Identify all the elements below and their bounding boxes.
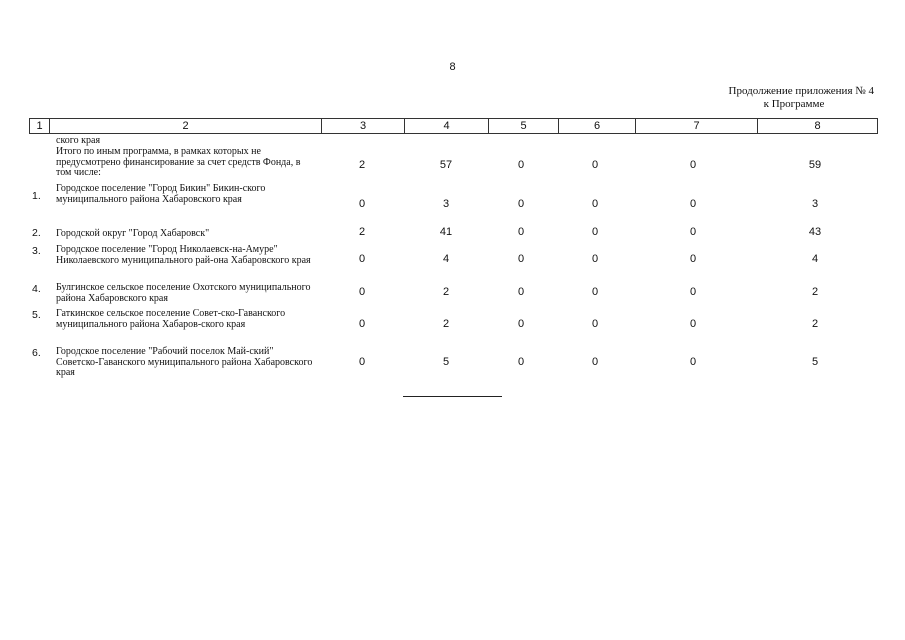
row-col-3: 0 bbox=[358, 198, 366, 210]
appendix-heading bbox=[674, 85, 874, 111]
row-col-4: 4 bbox=[442, 253, 450, 265]
row-col-7: 0 bbox=[689, 356, 697, 368]
row-col-5: 0 bbox=[517, 198, 525, 210]
row-col-5: 0 bbox=[517, 318, 525, 330]
row-col-6: 0 bbox=[591, 253, 599, 265]
row-col-3: 0 bbox=[358, 318, 366, 330]
row-name: Городское поселение "Город Николаевск-на-Амуре" Николаевского муниципального рай-она Хабаровского края bbox=[56, 244, 311, 266]
total-col-8: 59 bbox=[808, 159, 822, 171]
row-number: 5. bbox=[32, 309, 41, 321]
row-col-3: 2 bbox=[358, 226, 366, 238]
row-col-8: 5 bbox=[811, 356, 819, 368]
total-label: Итого по иным программа, в рамках которых не предусмотрено финансирование за счет средств Фонда, в том числе: bbox=[56, 146, 301, 178]
header-col-6: 6 bbox=[559, 119, 636, 134]
row-col-8: 3 bbox=[811, 198, 819, 210]
column-number-header bbox=[29, 118, 878, 134]
total-col-4: 57 bbox=[439, 159, 453, 171]
row-name: Городское поселение "Рабочий поселок Май-ский" Советско-Гаванского муниципального района Хабаровского края bbox=[56, 346, 313, 378]
row-col-6: 0 bbox=[591, 226, 599, 238]
row-col-7: 0 bbox=[689, 226, 697, 238]
header-col-5: 5 bbox=[489, 119, 559, 134]
end-divider bbox=[403, 396, 502, 397]
header-col-7: 7 bbox=[636, 119, 758, 134]
row-col-8: 4 bbox=[811, 253, 819, 265]
total-col-6: 0 bbox=[591, 159, 599, 171]
header-col-1: 1 bbox=[30, 119, 50, 134]
row-col-3: 0 bbox=[358, 286, 366, 298]
appendix-line-2: к Программе bbox=[763, 98, 825, 110]
row-col-7: 0 bbox=[689, 286, 697, 298]
row-name: Городской округ "Город Хабаровск" bbox=[56, 228, 210, 239]
row-number: 4. bbox=[32, 283, 41, 295]
header-col-2: 2 bbox=[50, 119, 322, 134]
continued-text: ского края bbox=[56, 135, 101, 146]
row-col-6: 0 bbox=[591, 286, 599, 298]
row-col-3: 0 bbox=[358, 356, 366, 368]
row-col-7: 0 bbox=[689, 253, 697, 265]
row-name: Булгинское сельское поселение Охотского муниципального района Хабаровского края bbox=[56, 282, 311, 304]
row-name: Гаткинское сельское поселение Совет-ско-Гаванского муниципального района Хабаров-ского края bbox=[56, 308, 286, 330]
row-col-4: 2 bbox=[442, 286, 450, 298]
row-col-4: 2 bbox=[442, 318, 450, 330]
row-col-6: 0 bbox=[591, 318, 599, 330]
total-col-5: 0 bbox=[517, 159, 525, 171]
row-number: 3. bbox=[32, 245, 41, 257]
row-col-4: 3 bbox=[442, 198, 450, 210]
row-col-7: 0 bbox=[689, 318, 697, 330]
header-col-4: 4 bbox=[405, 119, 489, 134]
page-number: 8 bbox=[449, 61, 456, 73]
row-col-4: 41 bbox=[439, 226, 453, 238]
row-col-6: 0 bbox=[591, 356, 599, 368]
row-name: Городское поселение "Город Бикин" Бикин-ского муниципального района Хабаровского края bbox=[56, 183, 266, 205]
row-col-3: 0 bbox=[358, 253, 366, 265]
header-col-8: 8 bbox=[758, 119, 878, 134]
row-col-5: 0 bbox=[517, 253, 525, 265]
row-col-8: 2 bbox=[811, 318, 819, 330]
total-col-3: 2 bbox=[358, 159, 366, 171]
total-col-7: 0 bbox=[689, 159, 697, 171]
row-col-7: 0 bbox=[689, 198, 697, 210]
row-number: 2. bbox=[32, 227, 41, 239]
header-col-3: 3 bbox=[322, 119, 405, 134]
row-col-5: 0 bbox=[517, 226, 525, 238]
appendix-line-1: Продолжение приложения № 4 bbox=[728, 85, 874, 97]
row-number: 6. bbox=[32, 347, 41, 359]
row-col-5: 0 bbox=[517, 356, 525, 368]
row-col-4: 5 bbox=[442, 356, 450, 368]
row-col-8: 43 bbox=[808, 226, 822, 238]
row-col-8: 2 bbox=[811, 286, 819, 298]
row-number: 1. bbox=[32, 190, 41, 202]
row-col-6: 0 bbox=[591, 198, 599, 210]
row-col-5: 0 bbox=[517, 286, 525, 298]
